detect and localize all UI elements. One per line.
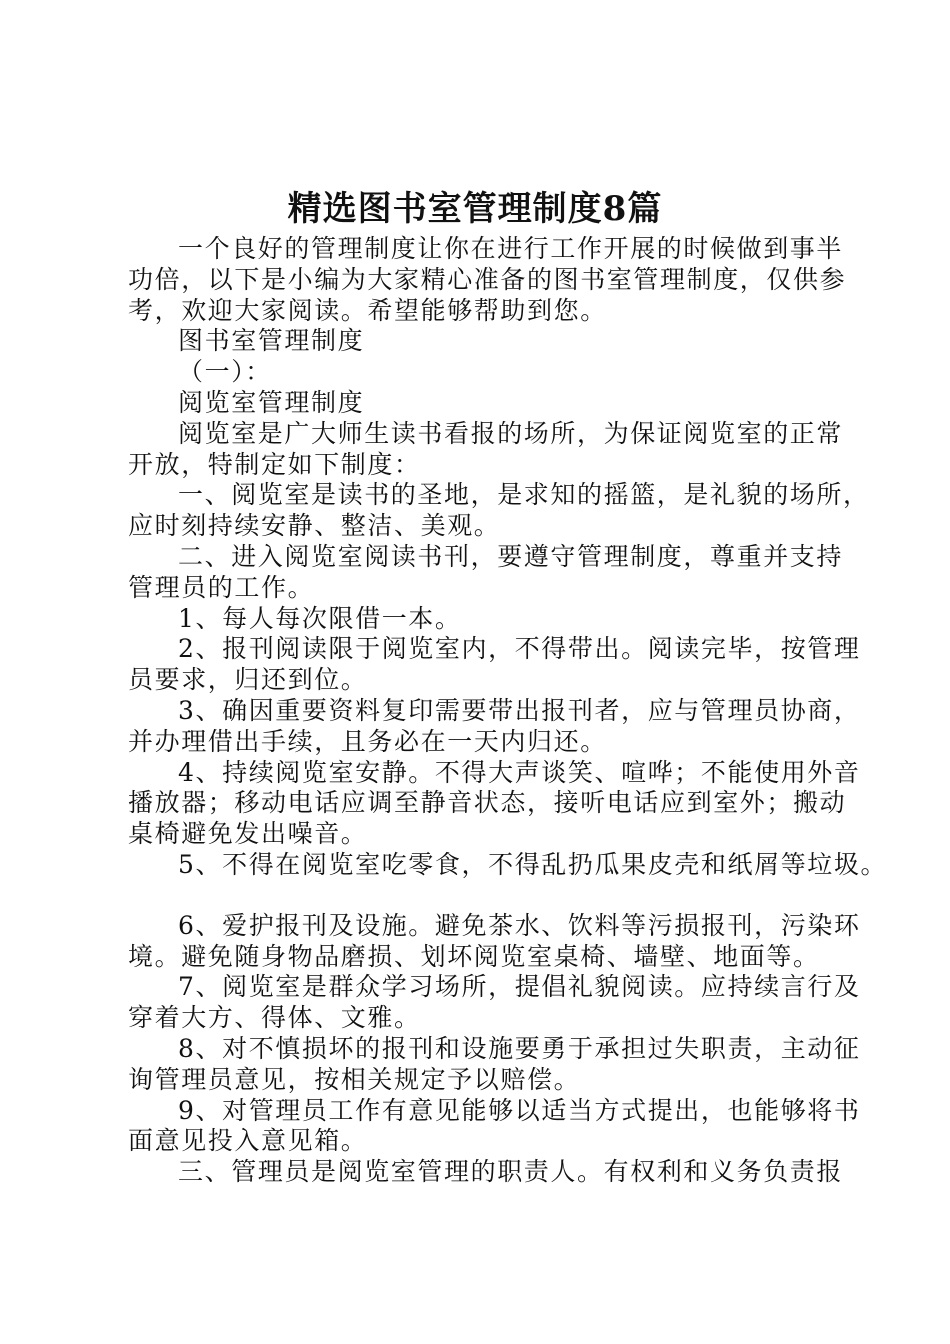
paragraph-line: 一、阅览室是读书的圣地，是求知的摇篮，是礼貌的场所， <box>178 480 870 510</box>
paragraph-line: 阅览室是广大师生读书看报的场所，为保证阅览室的正常 <box>178 418 844 448</box>
paragraph-line: 一个良好的管理制度让你在进行工作开展的时候做到事半 <box>178 234 844 263</box>
paragraph-line: 应时刻持续安静、整洁、美观。 <box>128 511 501 541</box>
list-item-line: 5、不得在阅览室吃零食，不得乱扔瓜果皮壳和纸屑等垃圾。 <box>178 849 888 879</box>
paragraph-line: 开放，特制定如下制度： <box>128 449 421 479</box>
list-item-line: 播放器；移动电话应调至静音状态，接听电话应到室外；搬动 <box>128 788 847 818</box>
list-item-line: 穿着大方、得体、文雅。 <box>128 1003 421 1033</box>
list-item-line: 4、持续阅览室安静。不得大声谈笑、喧哗；不能使用外音 <box>178 757 861 787</box>
paragraph-line: 管理员的工作。 <box>128 572 315 602</box>
list-item-line: 1、每人每次限借一本。 <box>178 603 462 633</box>
list-item-line: 面意见投入意见箱。 <box>128 1126 368 1156</box>
section-number: （一）： <box>178 357 272 387</box>
document-body <box>128 234 888 1188</box>
subsection-heading: 阅览室管理制度 <box>178 387 365 417</box>
list-item-line: 桌椅避免发出噪音。 <box>128 819 368 849</box>
paragraph-line: 功倍，以下是小编为大家精心准备的图书室管理制度，仅供参 <box>128 264 847 294</box>
list-item-line: 2、报刊阅读限于阅览室内，不得带出。阅读完毕，按管理 <box>178 634 861 664</box>
list-item-line: 9、对管理员工作有意见能够以适当方式提出，也能够将书 <box>178 1095 861 1125</box>
list-item-line: 8、对不慎损坏的报刊和设施要勇于承担过失职责，主动征 <box>178 1033 861 1063</box>
paragraph-line: 考，欢迎大家阅读。希望能够帮助到您。 <box>128 295 607 325</box>
document-title: 精选图书室管理制度8篇 <box>287 189 663 229</box>
paragraph-line: 三、管理员是阅览室管理的职责人。有权利和义务负责报 <box>178 1157 844 1187</box>
paragraph-line: 二、进入阅览室阅读书刊，要遵守管理制度，尊重并支持 <box>178 541 844 571</box>
list-item-line: 6、爱护报刊及设施。避免茶水、饮料等污损报刊，污染环 <box>178 910 861 940</box>
list-item-line: 询管理员意见，按相关规定予以赔偿。 <box>128 1064 581 1094</box>
list-item-line: 3、确因重要资料复印需要带出报刊者，应与管理员协商， <box>178 695 861 725</box>
section-heading: 图书室管理制度 <box>178 326 365 356</box>
list-item-line: 员要求，归还到位。 <box>128 665 368 695</box>
list-item-line: 并办理借出手续，且务必在一天内归还。 <box>128 726 607 756</box>
list-item-line: 境。避免随身物品磨损、划坏阅览室桌椅、墙壁、地面等。 <box>128 941 820 971</box>
list-item-line: 7、阅览室是群众学习场所，提倡礼貌阅读。应持续言行及 <box>178 972 861 1002</box>
blank-line <box>128 881 838 911</box>
